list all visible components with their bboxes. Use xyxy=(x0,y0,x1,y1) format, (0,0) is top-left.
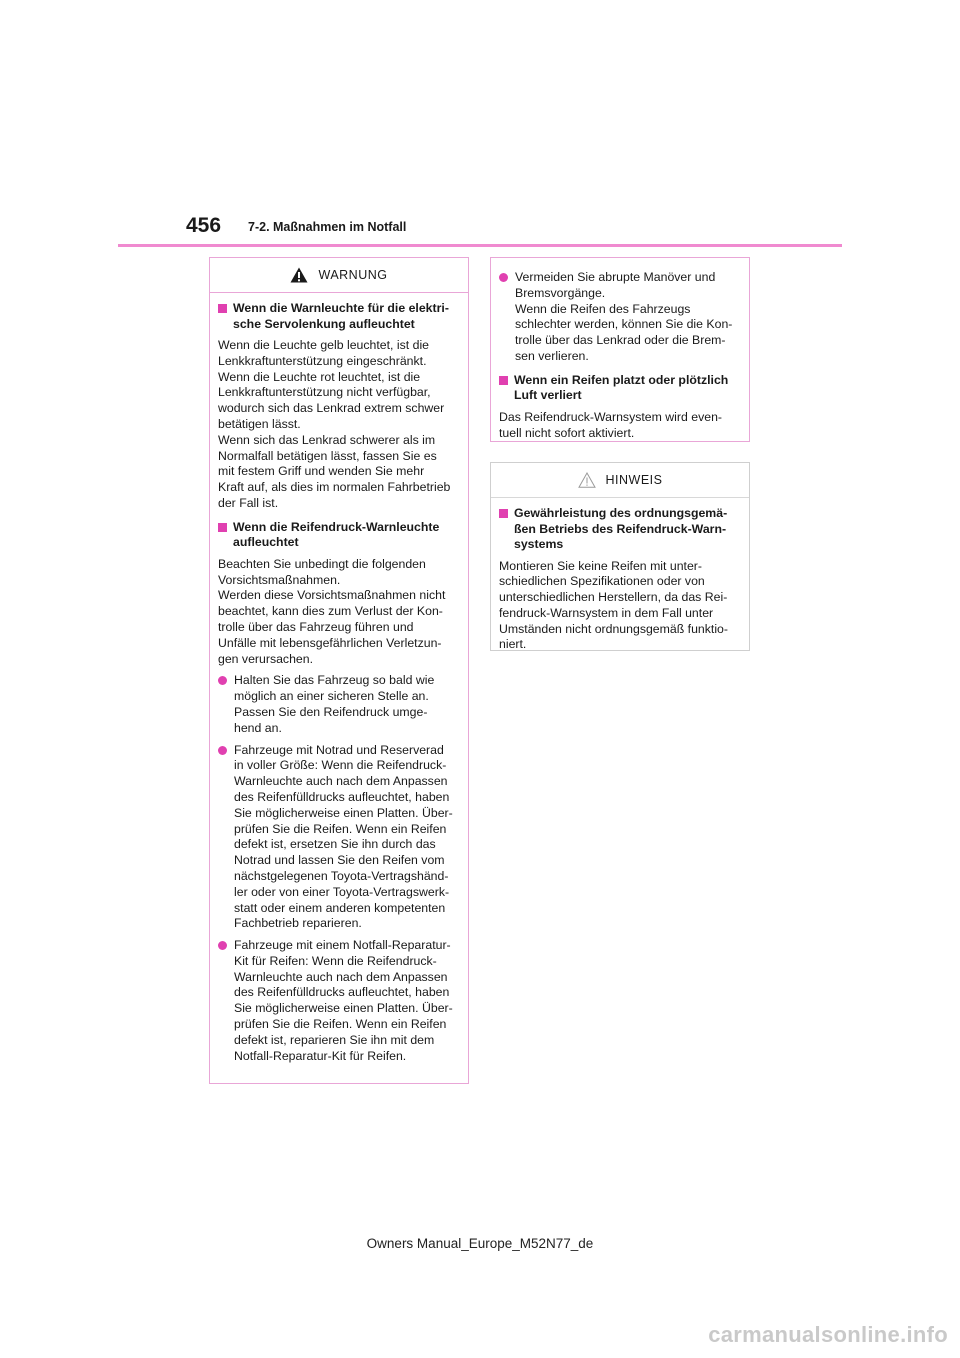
warning-continued-box xyxy=(490,257,750,442)
warning-box-header xyxy=(210,258,468,293)
notice-box-content xyxy=(499,506,740,653)
round-bullet-icon xyxy=(218,941,227,950)
bullet-item xyxy=(218,673,459,736)
round-bullet-icon xyxy=(218,746,227,755)
bullet-item xyxy=(218,938,459,1064)
subsection-heading xyxy=(499,373,740,404)
page-header xyxy=(0,0,960,250)
bullet-text: Halten Sie das Fahrzeug so bald wie möglich an einer sicheren Stelle an. Passen Sie den Reifendruck umge- hend an. xyxy=(234,673,435,735)
heading-text: Gewährleistung des ordnungsgemä- ßen Betriebs des Reifendruck-Warn- systems xyxy=(514,506,728,551)
notice-box-header xyxy=(491,463,749,498)
warning-box-content xyxy=(218,301,459,1064)
paragraph: Montieren Sie keine Reifen mit unter- schiedlichen Spezifikationen oder von unterschiedlichen Herstellern, da das Rei- fendruck-Warnsystem in dem Fall unter Umständen nicht ordnungsgemäß funktio- niert. xyxy=(499,558,728,652)
paragraph: Wenn die Leuchte gelb leuchtet, ist die Lenkkraftunterstützung eingeschränkt. Wenn die Leuchte rot leuchtet, ist die Lenkkraftunterstützung nicht verfügbar, wodurch sich das Lenkrad extrem schwer betätigen lässt. Wenn sich das Lenkrad schwerer als im Normalfall betätigen lässt, fassen Sie es mit festem Griff und wenden Sie mehr Kraft auf, als dies im normalen Fahrbetrieb der Fall ist. xyxy=(218,338,451,510)
subsection-heading xyxy=(218,520,459,551)
bullet-text: Fahrzeuge mit einem Notfall-Reparatur- Kit für Reifen: Wenn die Reifendruck- Warnleuchte auch nach dem Anpassen des Reifenfülldrucks aufleuchtet, haben Sie möglicherweise einen Platten. Über- prüfen Sie die Reifen. Wenn ein Reifen defekt ist, reparieren Sie ihn mit dem Notfall-Reparatur-Kit für Reifen. xyxy=(234,938,453,1063)
square-bullet-icon xyxy=(499,509,508,518)
warning-continued-content xyxy=(499,270,740,441)
warning-box xyxy=(209,257,469,1084)
page-number: 456 xyxy=(186,214,222,237)
notice-box xyxy=(490,462,750,651)
warning-box-title: WARNUNG xyxy=(318,268,388,282)
warning-icon xyxy=(290,267,308,283)
bullet-text: Fahrzeuge mit Notrad und Reserverad in voller Größe: Wenn die Reifendruck- Warnleuchte auch nach dem Anpassen des Reifenfülldrucks aufleuchtet, haben Sie möglicherweise einen Platten. Über- prüfen Sie die Reifen. Wenn ein Reifen defekt ist, ersetzen Sie ihn durch das Notrad und lassen Sie den Reifen vom nächstgelegenen Toyota-Vertragshänd- ler oder von einer Toyota-Vertragswerk- statt oder einem anderen kompetenten Fachbetrieb reparieren. xyxy=(234,742,453,931)
subsection-heading xyxy=(499,506,740,553)
round-bullet-icon xyxy=(499,273,508,282)
bullet-item xyxy=(499,270,740,365)
square-bullet-icon xyxy=(218,304,227,313)
footer-text: Owners Manual_Europe_M52N77_de xyxy=(366,1236,594,1251)
subsection-heading xyxy=(218,301,459,332)
heading-text: Wenn die Warnleuchte für die elektri- sche Servolenkung aufleuchtet xyxy=(233,301,449,331)
heading-text: Wenn ein Reifen platzt oder plötzlich Luft verliert xyxy=(514,372,729,403)
caution-icon xyxy=(578,472,596,488)
square-bullet-icon xyxy=(499,376,508,385)
heading-text: Wenn die Reifendruck-Warnleuchte aufleuchtet xyxy=(233,519,440,550)
bullet-item xyxy=(218,743,459,933)
paragraph: Das Reifendruck-Warnsystem wird even- tuell nicht sofort aktiviert. xyxy=(499,409,723,440)
notice-box-title: HINWEIS xyxy=(605,473,663,487)
round-bullet-icon xyxy=(218,676,227,685)
header-rule xyxy=(118,244,842,247)
watermark: carmanualsonline.info xyxy=(708,1322,948,1347)
bullet-text: Vermeiden Sie abrupte Manöver und Bremsvorgänge. Wenn die Reifen des Fahrzeugs schlechter werden, können Sie die Kon- trolle über das Lenkrad oder die Brem- sen verlieren. xyxy=(515,270,733,363)
square-bullet-icon xyxy=(218,523,227,532)
paragraph: Beachten Sie unbedingt die folgenden Vorsichtsmaßnahmen. Werden diese Vorsichtsmaßnahmen nicht beachtet, kann dies zum Verlust der Kon- trolle über das Fahrzeug führen und Unfälle mit lebensgefährlichen Verletzun- gen verursachen. xyxy=(218,556,446,666)
section-title: 7-2. Maßnahmen im Notfall xyxy=(248,220,407,234)
